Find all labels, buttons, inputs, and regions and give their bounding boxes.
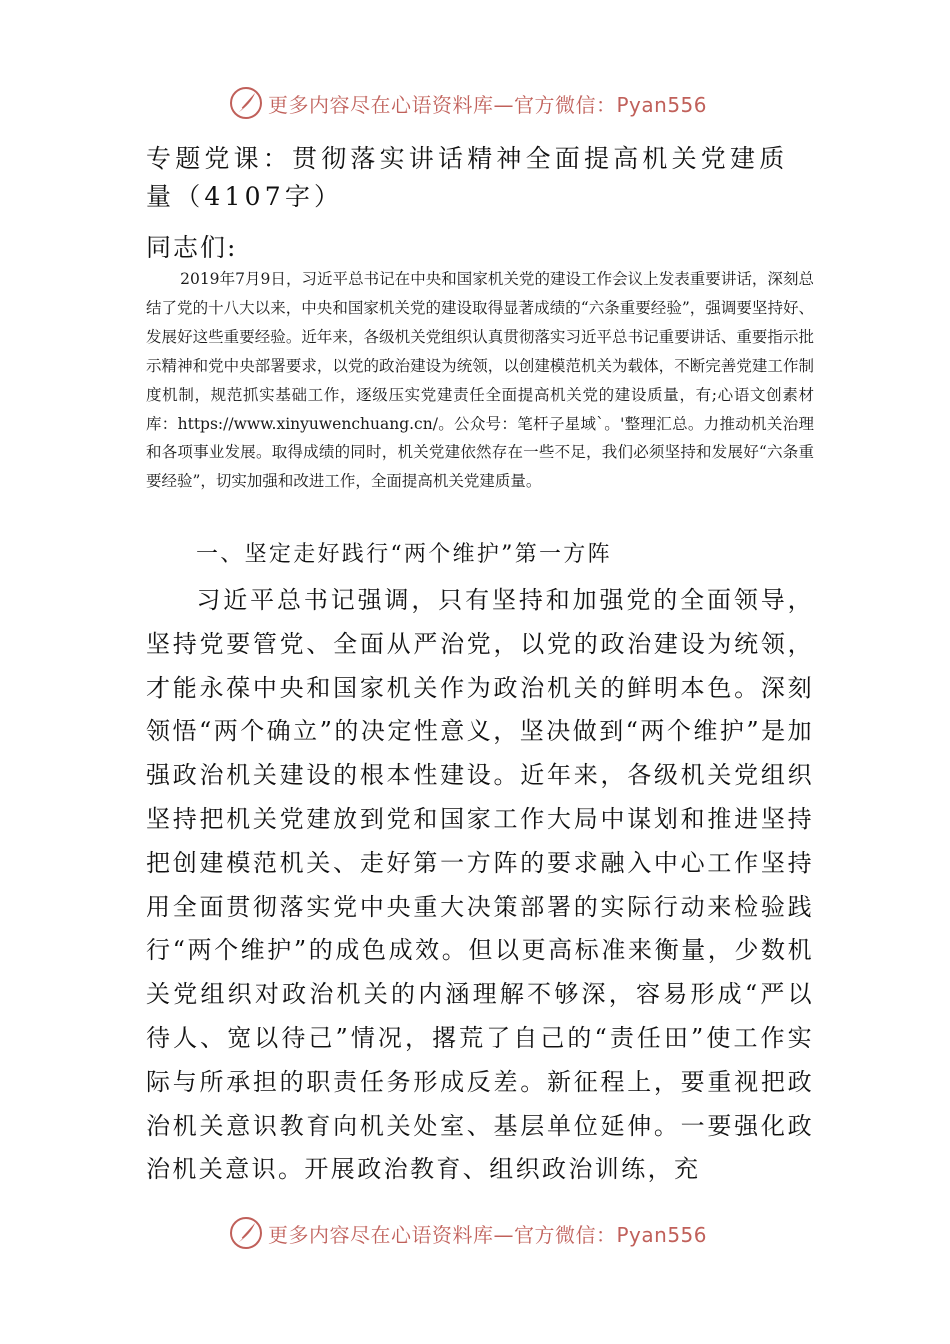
watermark-footer [228, 1213, 707, 1253]
watermark-text: 更多内容尽在心语资料库—官方微信：Pyan556 [268, 1222, 708, 1247]
quill-pen-icon [228, 85, 264, 121]
body-paragraph: 习近平总书记强调，只有坚持和加强党的全面领导，坚持党要管党、全面从严治党，以党的政治建设为统领，才能永葆中央和国家机关作为政治机关的鲜明本色。深刻领悟“两个确立”的决定性意义，坚决做到“两个维护”是加强政治机关建设的根本性建设。近年来，各级机关党组织坚持把机关党建放到党和国家工作大局中谋划和推进坚持把创建模范机关、走好第一方阵的要求融入中心工作坚持用全面贯彻落实党中央重大决策部署的实际行动来检验践行“两个维护”的成色成效。但以更高标准来衡量，少数机关党组织对政治机关的内涵理解不够深，容易形成“严以待人、宽以待己”情况，撂荒了自己的“责任田”使工作实际与所承担的职责任务形成反差。新征程上，要重视把政治机关意识教育向机关处室、基层单位延伸。一要强化政治机关意识。开展政治教育、组织政治训练，充 [146, 586, 814, 1184]
intro-paragraph: 2019年7月9日，习近平总书记在中央和国家机关党的建设工作会议上发表重要讲话，深刻总结了党的十八大以来，中央和国家机关党的建设取得显著成绩的“六条重要经验”，强调要坚持好、发展好这些重要经验。近年来，各级机关党组织认真贯彻落实习近平总书记重要讲话、重要指示批示精神和党中央部署要求，以党的政治建设为统领，以创建模范机关为载体，不断完善党建工作制度机制，规范抓实基础工作，逐级压实党建责任全面提高机关党的建设质量，有;心语文创素材库：https://www.xinyuwenchuang.cn/。公众号：笔杆子星域`。'整理汇总。力推动机关治理和各项事业发展。取得成绩的同时，机关党建依然存在一些不足，我们必须坚持和发展好“六条重要经验”，切实加强和改进工作，全面提高机关党建质量。 [146, 270, 814, 491]
quill-pen-icon [228, 1215, 264, 1251]
greeting: 同志们: [146, 233, 238, 262]
document-title: 专题党课：贯彻落实讲话精神全面提高机关党建质量（4107字） [146, 144, 789, 211]
section-heading: 一、坚定走好践行“两个维护”第一方阵 [196, 542, 612, 567]
watermark-text: 更多内容尽在心语资料库—官方微信：Pyan556 [268, 92, 708, 117]
watermark-header [228, 83, 707, 123]
